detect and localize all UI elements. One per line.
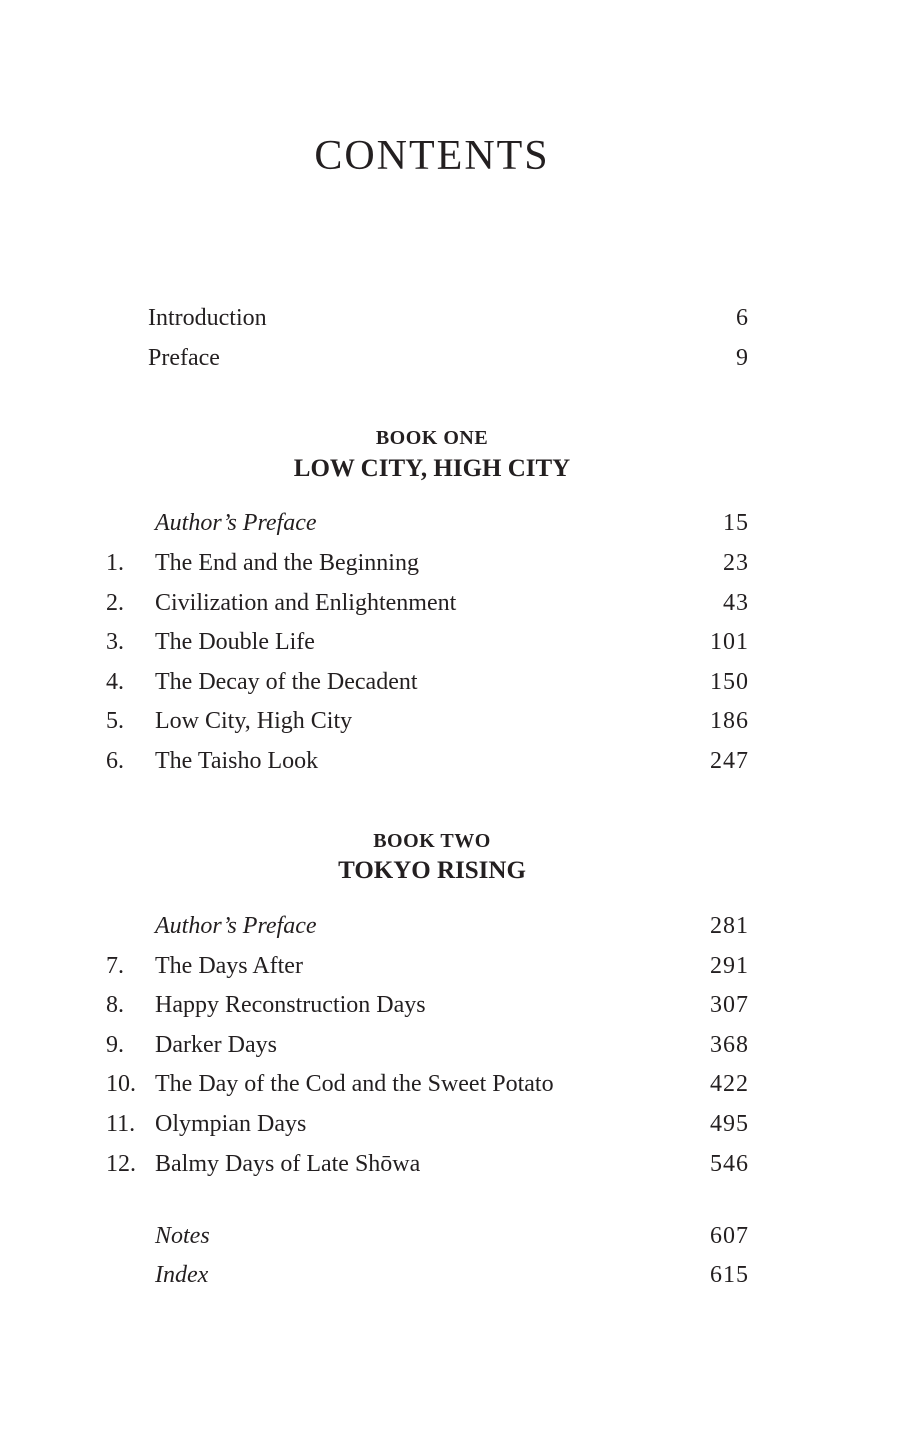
book-one-kicker: BOOK ONE [375,427,489,449]
entry-label: Low City, High City [155,708,353,734]
toc-entry-chapter-5[interactable] [0,705,899,737]
toc-entry-chapter-4[interactable] [0,666,899,698]
page-number: 247 [710,748,749,774]
page-number: 291 [710,953,749,979]
page-number: 422 [710,1071,749,1097]
chapter-number: 8. [106,992,124,1018]
chapter-number: 3. [106,629,124,655]
chapter-number: 11. [106,1111,136,1137]
toc-entry-chapter-6[interactable] [0,745,899,777]
book-one-title: LOW CITY, HIGH CITY [293,455,571,482]
entry-label: The Days After [155,953,303,979]
toc-entry-book-two-preface[interactable] [0,910,899,942]
toc-entry-preface[interactable] [0,342,899,374]
chapter-number: 12. [106,1151,136,1177]
toc-entry-chapter-12[interactable] [0,1148,899,1180]
chapter-number: 9. [106,1032,124,1058]
page-number: 607 [710,1223,749,1249]
toc-entry-index[interactable] [0,1259,899,1291]
chapter-number: 2. [106,590,124,616]
toc-entry-introduction[interactable] [0,302,899,334]
entry-label: Balmy Days of Late Shōwa [155,1151,421,1177]
page-number: 307 [710,992,749,1018]
page-number: 546 [710,1151,749,1177]
chapter-number: 4. [106,669,124,695]
page-number: 101 [710,629,749,655]
toc-entry-chapter-9[interactable] [0,1029,899,1061]
entry-label: Introduction [148,305,267,331]
entry-label: Happy Reconstruction Days [155,992,426,1018]
toc-entry-chapter-1[interactable] [0,547,899,579]
entry-label: Olympian Days [155,1111,307,1137]
entry-label: Notes [155,1223,210,1249]
book-two-kicker: BOOK TWO [373,830,491,852]
page-number: 368 [710,1032,749,1058]
entry-label: The Day of the Cod and the Sweet Potato [155,1071,554,1097]
toc-entry-chapter-3[interactable] [0,626,899,658]
chapter-number: 6. [106,748,124,774]
entry-label: Author’s Preface [155,913,317,939]
toc-entry-chapter-10[interactable] [0,1068,899,1100]
entry-label: Author’s Preface [155,510,317,536]
toc-entry-chapter-7[interactable] [0,950,899,982]
entry-label: The Taisho Look [155,748,319,774]
page-number: 186 [710,708,749,734]
entry-label: Civilization and Enlightenment [155,590,457,616]
entry-label: The Double Life [155,629,315,655]
entry-label: Preface [148,345,220,371]
toc-entry-chapter-11[interactable] [0,1108,899,1140]
toc-entry-chapter-2[interactable] [0,587,899,619]
page-number: 281 [710,913,749,939]
page-number: 495 [710,1111,749,1137]
toc-entry-chapter-8[interactable] [0,989,899,1021]
entry-label: Darker Days [155,1032,277,1058]
entry-label: Index [155,1262,209,1288]
entry-label: The End and the Beginning [155,550,419,576]
page-number: 615 [710,1262,749,1288]
page-number: 9 [736,345,749,371]
book-two-title: TOKYO RISING [338,857,526,884]
page-number: 23 [723,550,749,576]
page-number: 6 [736,305,749,331]
toc-entry-notes[interactable] [0,1220,899,1252]
page-number: 150 [710,669,749,695]
page-number: 43 [723,590,749,616]
page-number: 15 [723,510,749,536]
chapter-number: 5. [106,708,124,734]
page-title: CONTENTS [314,133,550,179]
toc-entry-book-one-preface[interactable] [0,507,899,539]
chapter-number: 10. [106,1071,136,1097]
chapter-number: 7. [106,953,124,979]
chapter-number: 1. [106,550,124,576]
entry-label: The Decay of the Decadent [155,669,418,695]
